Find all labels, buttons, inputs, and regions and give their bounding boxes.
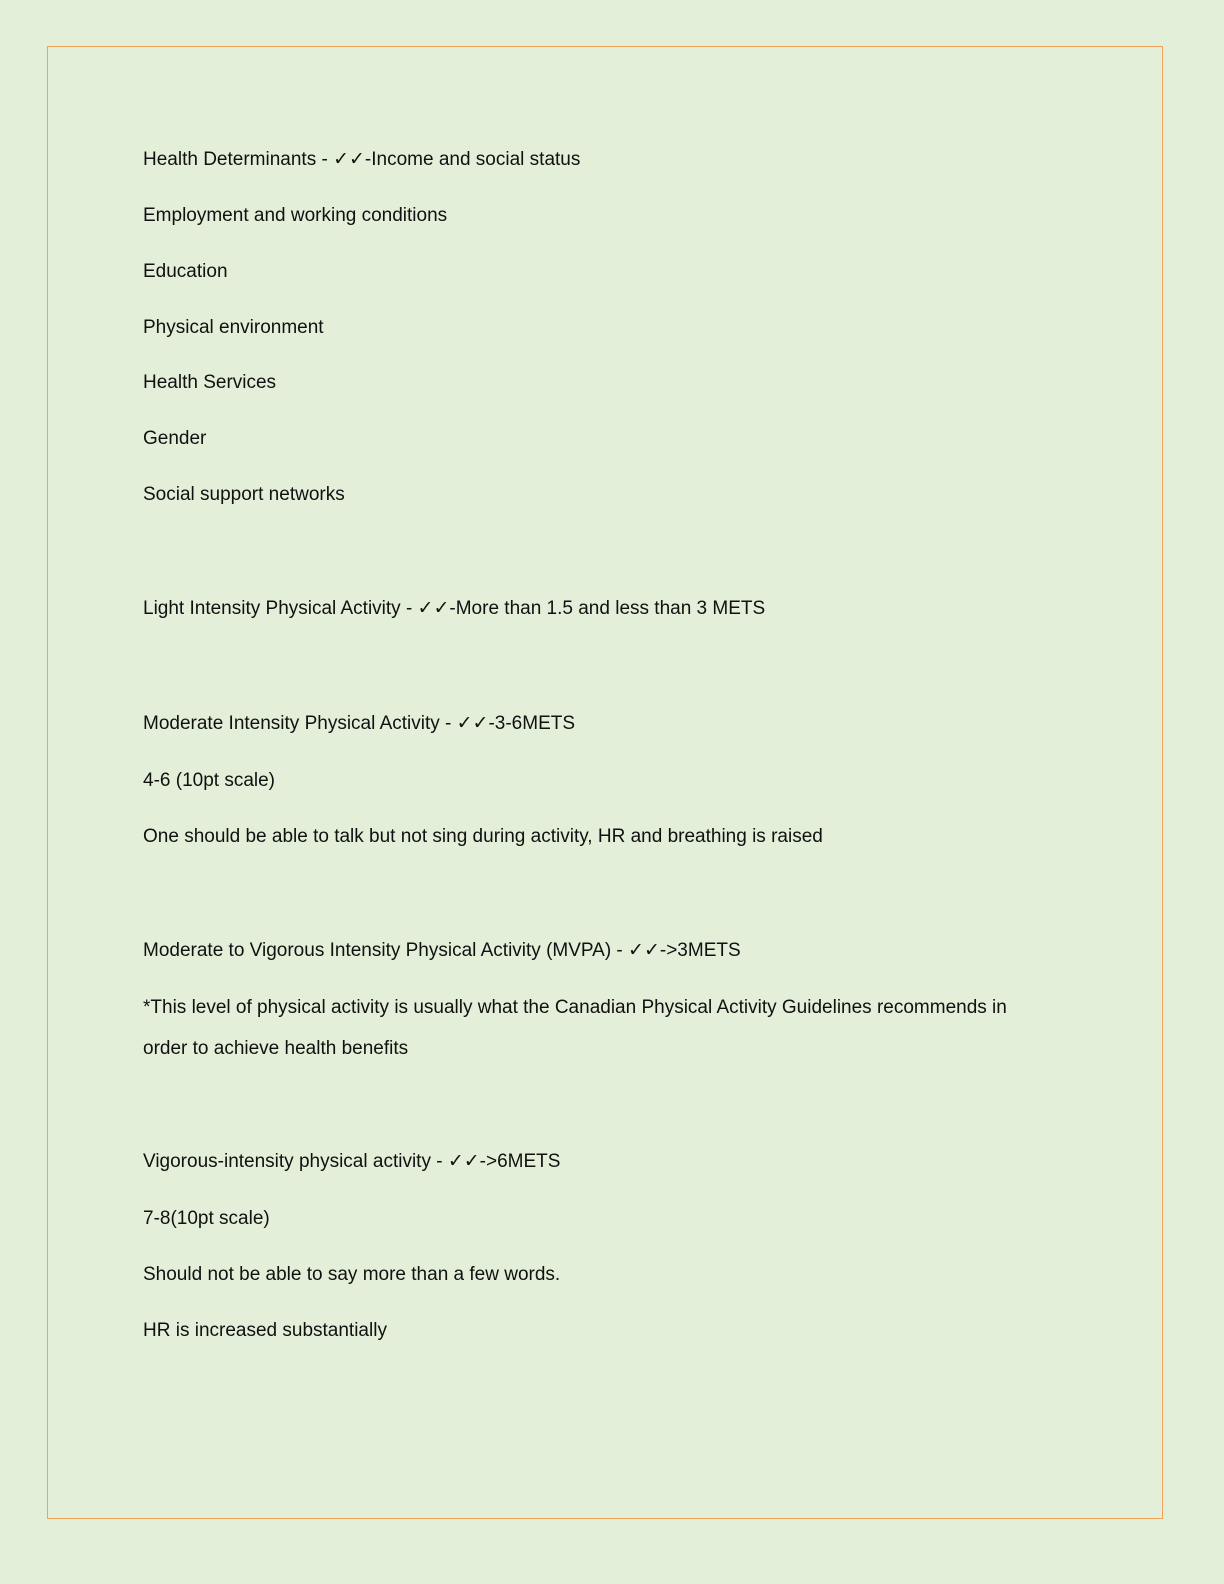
vigorous-intensity-heading: Vigorous-intensity physical activity - ✓✓->6METS bbox=[143, 1151, 561, 1172]
moderate-scale: 4-6 (10pt scale) bbox=[143, 770, 276, 791]
vigorous-hr-description: HR is increased substantially bbox=[143, 1320, 387, 1341]
determinant-social-support: Social support networks bbox=[143, 484, 345, 505]
light-intensity-heading: Light Intensity Physical Activity - ✓✓-More than 1.5 and less than 3 METS bbox=[143, 598, 766, 619]
mvpa-heading: Moderate to Vigorous Intensity Physical Activity (MVPA) - ✓✓->3METS bbox=[143, 940, 741, 961]
determinant-employment: Employment and working conditions bbox=[143, 205, 448, 226]
health-determinants-heading: Health Determinants - ✓✓-Income and social status bbox=[143, 149, 581, 170]
moderate-intensity-heading: Moderate Intensity Physical Activity - ✓✓-3-6METS bbox=[143, 713, 576, 734]
mvpa-note-line1: *This level of physical activity is usually what the Canadian Physical Activity Guidelines recommends in bbox=[143, 997, 1007, 1018]
vigorous-scale: 7-8(10pt scale) bbox=[143, 1208, 270, 1229]
determinant-gender: Gender bbox=[143, 428, 207, 449]
moderate-description: One should be able to talk but not sing during activity, HR and breathing is raised bbox=[143, 826, 823, 847]
mvpa-note-line2: order to achieve health benefits bbox=[143, 1038, 409, 1059]
determinant-physical-environment: Physical environment bbox=[143, 317, 324, 338]
determinant-health-services: Health Services bbox=[143, 372, 277, 393]
determinant-education: Education bbox=[143, 261, 228, 282]
vigorous-talk-description: Should not be able to say more than a few words. bbox=[143, 1264, 561, 1285]
